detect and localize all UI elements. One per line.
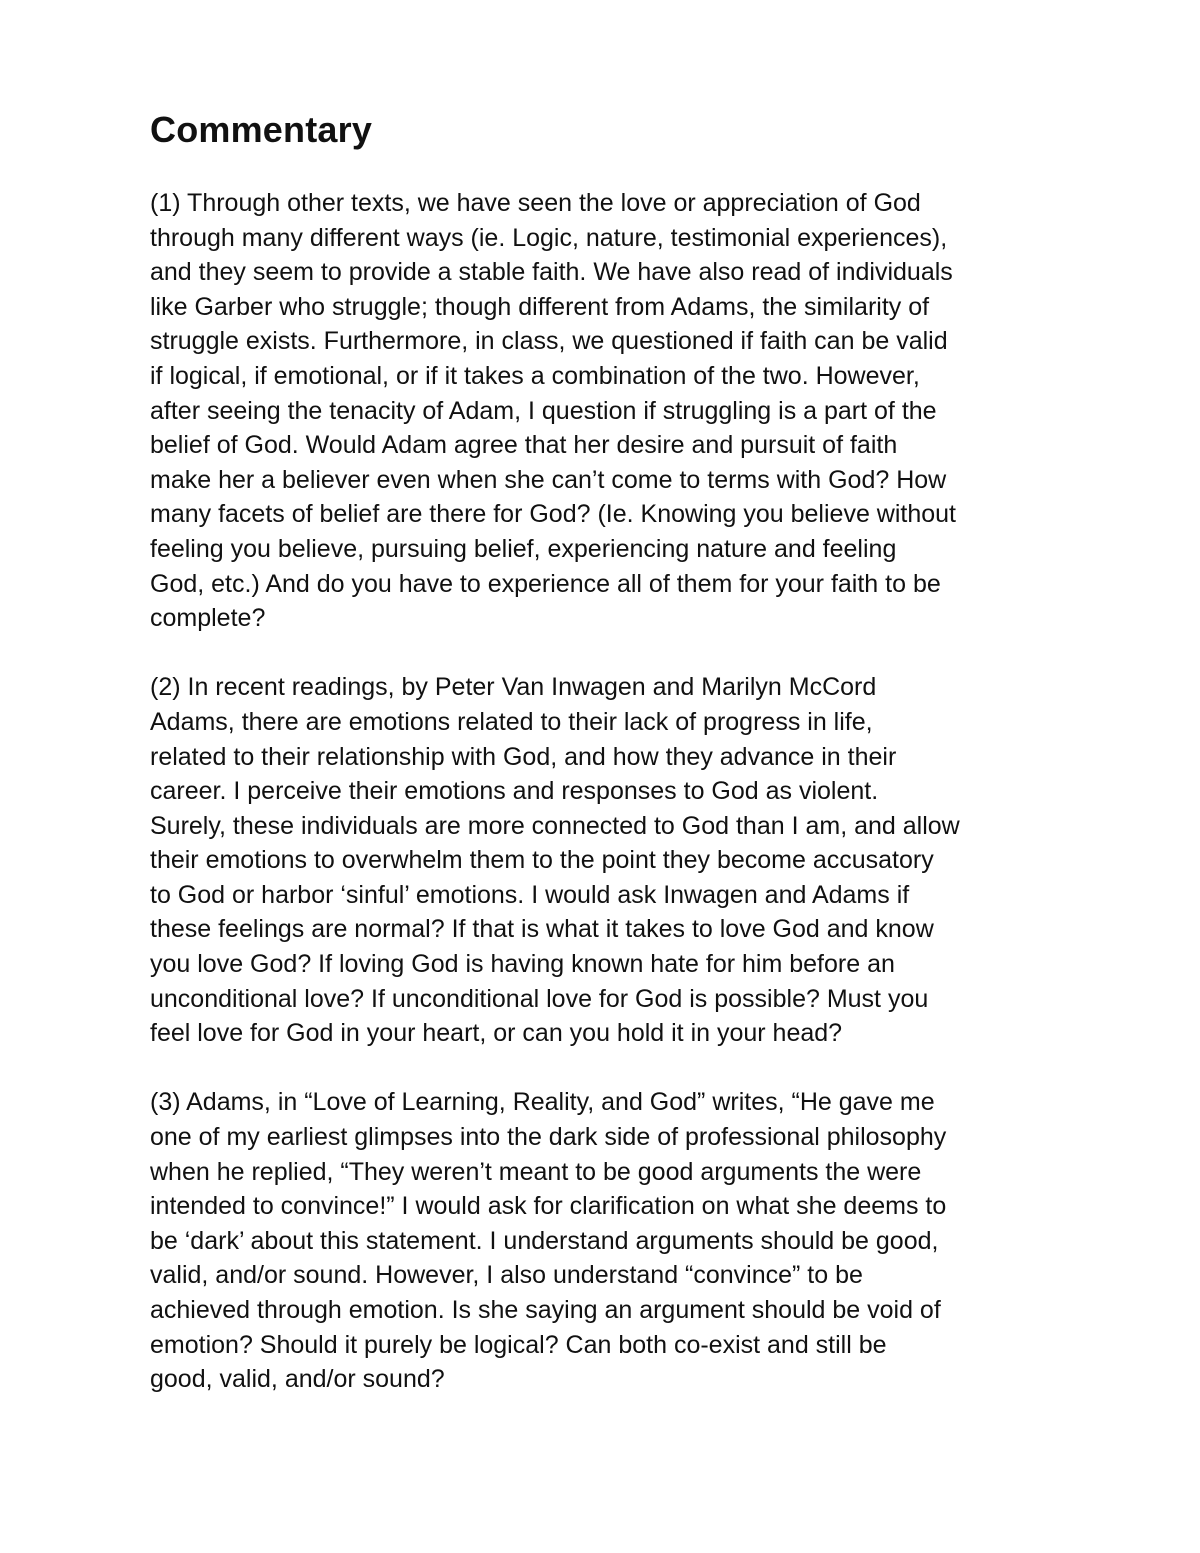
commentary-paragraph-1: (1) Through other texts, we have seen the love or appreciation of God through many different ways (ie. Logic, nature, testimonial experiences), and they seem to provide a stable faith. We have also read of individuals like Garber who struggle; though different from Adams, the similarity of struggle exists. Furthermore, in class, we questioned if faith can be valid if logical, if emotional, or if it takes a combination of the two. However, after seeing the tenacity of Adam, I question if struggling is a part of the belief of God. Would Adam agree that her desire and pursuit of faith make her a believer even when she can’t come to terms with God? How many facets of belief are there for God? (Ie. Knowing you believe without feeling you believe, pursuing belief, experiencing nature and feeling God, etc.) And do you have to experience all of them for your faith to be complete? [150, 189, 957, 633]
commentary-paragraph-3: (3) Adams, in “Love of Learning, Reality, and God” writes, “He gave me one of my earliest glimpses into the dark side of professional philosophy when he replied, “They weren’t meant to be good arguments the were intended to convince!” I would ask for clarification on what she deems to be ‘dark’ about this statement. I understand arguments should be good, valid, and/or sound. However, I also understand “convince” to be achieved through emotion. Is she saying an argument should be void of emotion? Should it purely be logical? Can both co-exist and still be good, valid, and/or sound? [150, 1088, 947, 1394]
document-page [150, 108, 1060, 1431]
document-title: Commentary [150, 109, 373, 150]
commentary-paragraph-2: (2) In recent readings, by Peter Van Inwagen and Marilyn McCord Adams, there are emotions related to their lack of progress in life, related to their relationship with God, and how they advance in their career. I perceive their emotions and responses to God as violent. Surely, these individuals are more connected to God than I am, and allow their emotions to overwhelm them to the point they become accusatory to God or harbor ‘sinful’ emotions. I would ask Inwagen and Adams if these feelings are normal? If that is what it takes to love God and know you love God? If loving God is having known hate for him before an unconditional love? If unconditional love for God is possible? Must you feel love for God in your heart, or can you hold it in your head? [150, 673, 960, 1048]
